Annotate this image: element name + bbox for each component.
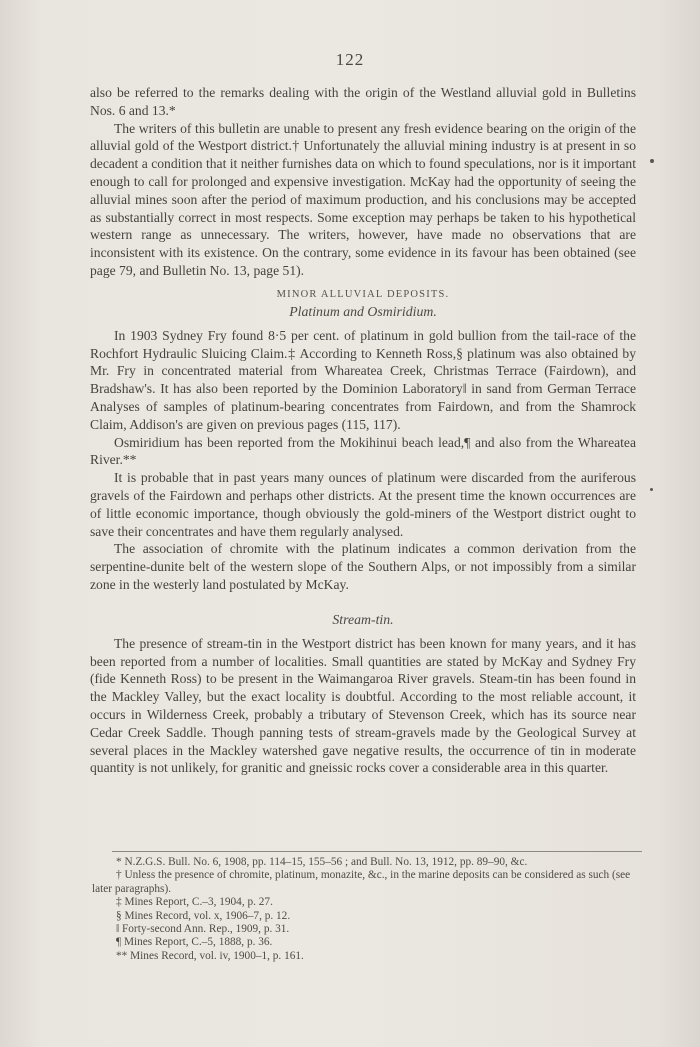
footnote-6: ¶ Mines Report, C.–5, 1888, p. 36.	[116, 936, 273, 949]
spacer	[90, 594, 636, 608]
footnote-3: ‡ Mines Report, C.–3, 1904, p. 27.	[116, 896, 273, 909]
footnotes	[92, 856, 642, 963]
paragraph-stream-tin: The presence of stream-tin in the Westport district has been known for many years, and it has been reported from a number of localities. Small quantities are stated by McKay and Sydney Fry (fide Kenneth Ross) to be present in the Waimangaroa River gravels. Steam-tin has been found in the Mackley Valley, but the exact locality is doubtful. According to the most reliable account, it occurs in Wilderness Creek, probably a tributary of Stevenson Creek, which has its source near Cedar Creek Saddle. Though panning tests of stream-gravels made by the Geological Survey at several places in the Mackley watershed gave negative results, the occurrence of tin in moderate quantity is not unlikely, for granitic and gneissic rocks cover a considerable area in this quarter.	[90, 635, 636, 776]
footnote-1: * N.Z.G.S. Bull. No. 6, 1908, pp. 114–15, 155–56 ; and Bull. No. 13, 1912, pp. 89–90, &c.	[116, 856, 528, 868]
paragraph-westport-gold: The writers of this bulletin are unable to present any fresh evidence bearing on the origin of the alluvial gold of the Westport district.† Unfortunately the alluvial mining industry is at present in so decadent a condition that it neither furnishes data on which to found speculations, nor is it important enough to call for prolonged and expensive investigation. McKay had the opportunity of seeing the alluvial mines soon after the period of maximum production, and his conclusions may be accepted as substantially correct in most respects. Some exception may perhaps be taken to his hypothetical western range as unnecessary. The writers, however, have made no observations that are inconsistent with its existence. On the contrary, some evidence in its favour has been obtained (see page 79, and Bulletin No. 13, page 51).	[90, 120, 636, 278]
footnote-4: § Mines Record, vol. x, 1906–7, p. 12.	[116, 909, 291, 922]
page-number: 122	[335, 50, 365, 69]
subheading-platinum: Platinum and Osmiridium.	[289, 303, 437, 319]
page-body	[90, 84, 636, 777]
footnote-2: † Unless the presence of chromite, platinum, monazite, &c., in the marine deposits can be considered as such (see later paragraphs).	[92, 869, 631, 895]
paragraph-chromite: The association of chromite with the platinum indicates a common derivation from the serpentine-dunite belt of the western slope of the Southern Alps, or not impossibly from a similar zone in the westerly land postulated by McKay.	[90, 541, 636, 592]
paragraph-continuation: also be referred to the remarks dealing with the origin of the Westland alluvial gold in Bulletins Nos. 6 and 13.*	[90, 85, 636, 118]
margin-mark	[650, 159, 654, 163]
footnote-5: ‖ Forty-second Ann. Rep., 1909, p. 31.	[116, 923, 290, 936]
footnote-divider	[112, 851, 642, 852]
subheading-stream-tin: Stream-tin.	[332, 611, 394, 627]
footnote-7: ** Mines Record, vol. iv, 1900–1, p. 161.	[116, 949, 304, 962]
paragraph-osmiridium: Osmiridium has been reported from the Mokihinui beach lead,¶ and also from the Whareatea River.**	[90, 434, 636, 468]
margin-mark	[650, 488, 653, 491]
paragraph-platinum-discarded: It is probable that in past years many ounces of platinum were discarded from the auriferous gravels of the Fairdown and perhaps other districts. At the present time the known occurrences are of little economic importance, though obviously the gold-miners of the Westport district ought to save their concentrates and have them regularly analysed.	[90, 470, 636, 539]
paragraph-platinum-1: In 1903 Sydney Fry found 8·5 per cent. of platinum in gold bullion from the tail-race of the Rochfort Hydraulic Sluicing Claim.‡ According to Kenneth Ross,§ platinum was also obtained by Mr. Fry in concentrated material from Whareatea Creek, Christmas Terrace (Fairdown), and Bradshaw's. It has also been reported by the Dominion Laboratory‖ in sand from German Terrace Analyses of samples of platinum-bearing concentrates from Fairdown, and from the Shamrock Claim, Addison's are given on previous pages (115, 117).	[90, 327, 636, 432]
section-heading: MINOR ALLUVIAL DEPOSITS.	[276, 288, 450, 300]
